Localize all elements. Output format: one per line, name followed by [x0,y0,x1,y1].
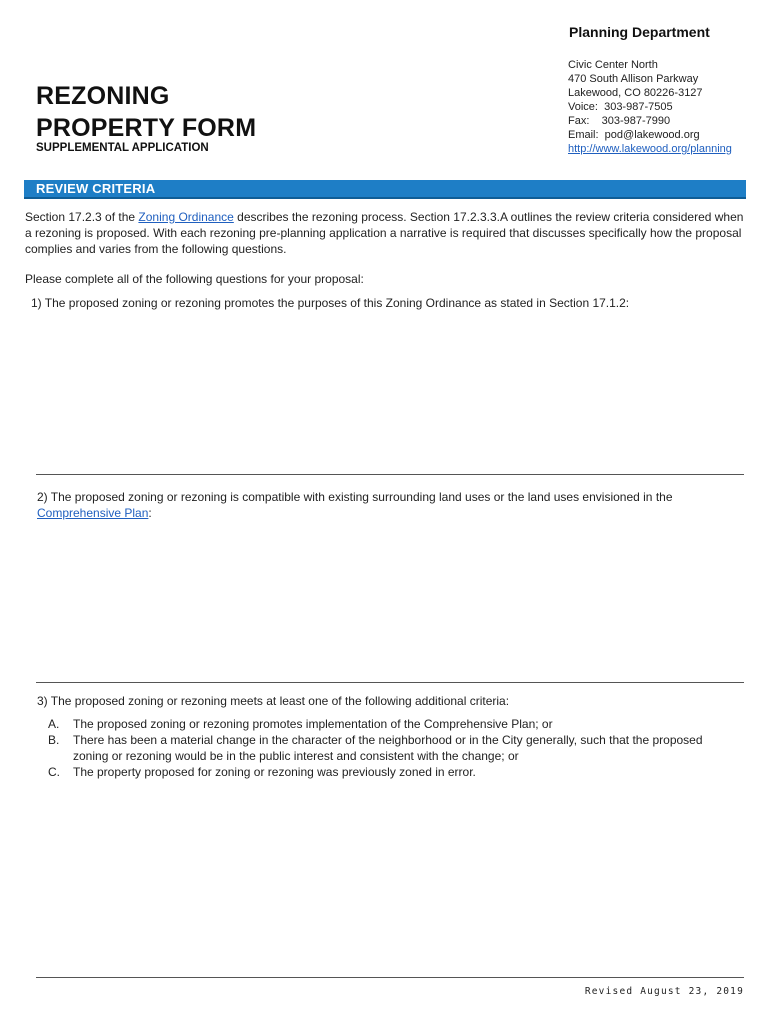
voice-line: Voice: 303-987-7505 [568,101,673,113]
review-criteria-section-bar [24,180,746,199]
criteria-text: There has been a material change in the character of the neighborhood or in the City generally, such that the proposed zoning or rezoning would be in the public interest and consistent with the change; or [73,733,703,763]
instructions-text: Please complete all of the following questions for your proposal: [25,272,364,286]
intro-text: describes the rezoning process. Section 17.2.3.3.A outlines the review criteria considered when a rezoning is proposed. With each rezoning pre-planning application a narrative is required that discusses specifically how the proposal complies and varies from the following questions. [25,210,744,256]
form-title [36,80,256,144]
intro-paragraph [25,209,747,257]
criteria-item [48,732,723,764]
criteria-item [48,716,723,732]
criteria-list [48,716,723,780]
revision-date: Revised August 23, 2019 [584,986,744,997]
question-2 [37,489,737,521]
criteria-letter: A. [48,717,60,731]
fax-line: Fax: 303-987-7990 [568,115,671,127]
criteria-text: The property proposed for zoning or rezoning was previously zoned in error. [73,765,476,779]
zoning-ordinance-link[interactable]: Zoning Ordinance [138,210,234,224]
question-1: 1) The proposed zoning or rezoning promotes the purposes of this Zoning Ordinance as stated in Section 17.1.2: [31,296,630,310]
question-2-text: 2) The proposed zoning or rezoning is compatible with existing surrounding land uses or the land uses envisioned in the [37,490,673,504]
address-line: 470 South Allison Parkway [568,73,699,85]
answer-divider [36,977,744,978]
address-line: Lakewood, CO 80226-3127 [568,87,703,99]
email-line: Email: pod@lakewood.org [568,129,700,141]
form-title-line2: PROPERTY FORM [36,114,257,142]
contact-address [568,58,732,156]
question-2-text-end: : [148,506,152,520]
answer-divider [36,474,744,475]
address-line: Civic Center North [568,59,658,71]
form-subtitle: SUPPLEMENTAL APPLICATION [36,142,209,154]
criteria-letter: C. [48,765,60,779]
question-3: 3) The proposed zoning or rezoning meets at least one of the following additional criteria: [37,694,510,708]
answer-divider [36,682,744,683]
criteria-text: The proposed zoning or rezoning promotes implementation of the Comprehensive Plan; or [73,717,553,731]
criteria-letter: B. [48,733,60,747]
criteria-item [48,764,723,780]
comprehensive-plan-link[interactable]: Comprehensive Plan [37,506,149,520]
department-title: Planning Department [569,24,710,40]
section-title: REVIEW CRITERIA [36,181,156,196]
planning-website-link[interactable]: http://www.lakewood.org/planning [568,143,732,155]
form-title-line1: REZONING [36,82,170,110]
intro-text: Section 17.2.3 of the [25,210,139,224]
